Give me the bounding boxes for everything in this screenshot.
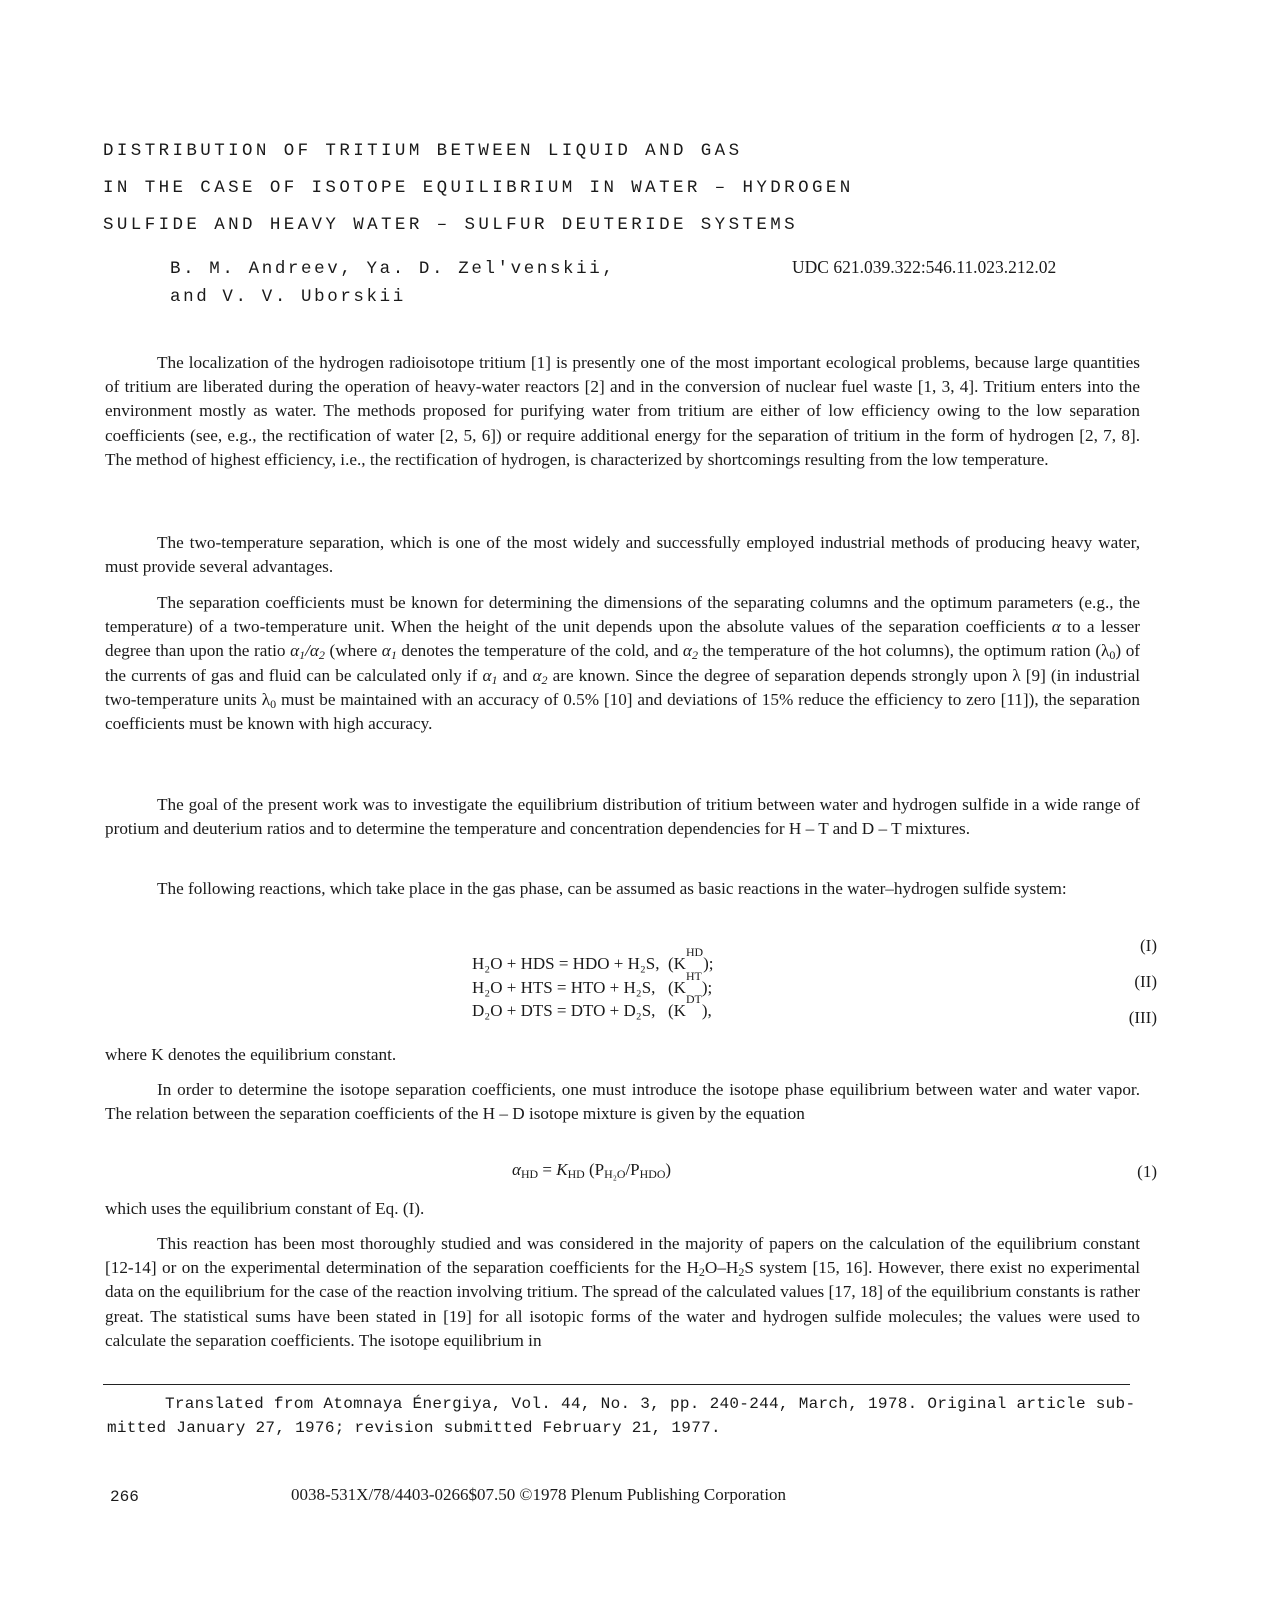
article-title — [103, 133, 1153, 244]
reaction-equations — [472, 945, 772, 1023]
copyright-line: 0038-531X/78/4403-0266$07.50 ©1978 Plenum Publishing Corporation — [291, 1485, 787, 1504]
footnote-line-2: mitted January 27, 1976; revision submitted February 21, 1977. — [107, 1419, 721, 1437]
alpha-symbol: α — [1051, 617, 1061, 637]
paragraph-2: The two-temperature separation, which is one of the most widely and successfully employed industrial methods of producing heavy water, must provide several advantages. — [105, 533, 1140, 577]
title-line-2: IN THE CASE OF ISOTOPE EQUILIBRIUM IN WATER – HYDROGEN — [103, 178, 854, 198]
reaction-II: H₂O + HTS = HTO + H₂S, (K HT ); — [472, 968, 713, 997]
alpha-ratio: $\alpha_1/\alpha_2$ — [290, 641, 325, 663]
lambda-0: $\lambda_0$ — [1101, 641, 1116, 663]
lambda-0-again: $\lambda_0$ — [261, 689, 277, 711]
footnote-divider — [103, 1384, 1130, 1385]
alpha-1-again: $\alpha_1$ — [482, 665, 498, 687]
title-line-1: DISTRIBUTION OF TRITIUM BETWEEN LIQUID AND GAS — [103, 141, 743, 161]
alpha-2: $\alpha_2$ — [682, 641, 698, 663]
h2o-h2s-formula: $H_2O-H_2S$ — [686, 1258, 754, 1280]
alpha-2-again: $\alpha_2$ — [532, 665, 548, 687]
paragraph-8: which uses the equilibrium constant of Eq. (I). — [105, 1199, 425, 1218]
authors-line-1: B. M. Andreev, Ya. D. Zel'venskii, — [170, 259, 616, 279]
page-number: 266 — [110, 1488, 139, 1506]
equation-number-I: (I) — [1140, 936, 1157, 955]
author-list — [170, 255, 615, 311]
reaction-I: H₂O + HDS = HDO + H₂S, (K HD ); — [472, 945, 714, 973]
title-line-3: SULFIDE AND HEAVY WATER – SULFUR DEUTERIDE SYSTEMS — [103, 215, 799, 235]
authors-line-2: and V. V. Uborskii — [170, 287, 406, 307]
equation-number-1: (1) — [1137, 1162, 1157, 1181]
translation-footnote — [107, 1392, 1136, 1440]
paragraph-5: The following reactions, which take place in the gas phase, can be assumed as basic reactions in the water–hydrogen sulfide system: — [157, 879, 1067, 898]
alpha-1: $\alpha_1$ — [381, 641, 397, 663]
paragraph-3: The separation coefficients must be known for determining the dimensions of the separating columns and the optimum parameters (e.g., the temperature) of a two-temperature unit. When the height of the unit depends upon the absolute values of the separation coefficients α to a lesser degree than upon the ratio $\alpha_1/\alpha_2$ (where $\alpha_1$ denotes the temperature of the cold, and $\alpha_2$ the temperature of the hot columns), the optimum ration $(\lambda_0)$ of the currents of gas and fluid can be calculated only if $\alpha_1$ and $\alpha_2$ are known. Since the degree of separation depends strongly upon λ [9] (in industrial two-temperature units $\lambda_0$ must be maintained with an accuracy of 0.5% [10] and deviations of 15% reduce the efficiency to zero [11]), the separation coefficients must be known with high accuracy. — [105, 593, 1141, 734]
paragraph-9: This reaction has been most thoroughly studied and was considered in the majority of papers on the calculation of the equilibrium constant [12-14] or on the experimental determination of the separation coefficients for the $H_2O-H_2S$ system [15, 16]. However, there exist no experimental data on the equilibrium for the case of the reaction involving tritium. The spread of the calculated values [17, 18] of the equilibrium constants is rather great. The statistical sums have been stated in [19] for all isotopic forms of the water and hydrogen sulfide molecules; the values were used to calculate the separation coefficients. The isotope equilibrium in — [105, 1234, 1140, 1350]
paragraph-7: In order to determine the isotope separation coefficients, one must introduce the isotope phase equilibrium between water and water vapor. The relation between the separation coefficients of the H – D isotope mixture is given by the equation — [105, 1080, 1140, 1124]
paragraph-6: where K denotes the equilibrium constant. — [105, 1045, 397, 1064]
paragraph-1: The localization of the hydrogen radioisotope tritium [1] is presently one of the most important ecological problems, because large quantities of tritium are liberated during the operation of heavy-water reactors [2] and in the conversion of nuclear fuel waste [1, 3, 4]. Tritium enters into the environment mostly as water. The methods proposed for purifying water from tritium are either of low efficiency owing to the low separation coefficients (see, e.g., the rectification of water [2, 5, 6]) or require additional energy for the separation of tritium in the form of hydrogen [2, 7, 8]. The method of highest efficiency, i.e., the rectification of hydrogen, is characterized by shortcomings resulting from the low temperature. — [105, 353, 1140, 469]
reaction-III: D₂O + DTS = DTO + D₂S, (K DT ), — [472, 992, 712, 1020]
paragraph-4: The goal of the present work was to investigate the equilibrium distribution of tritium between water and hydrogen sulfide in a wide range of protium and deuterium ratios and to determine the temperature and concentration dependencies for H – T and D – T mixtures. — [105, 795, 1140, 839]
equation-number-III: (III) — [1128, 1008, 1157, 1027]
equation-1: $\alpha_{HD} = K_{HD}$ $(P_{H_2O}/P_{HDO})$ — [512, 1160, 672, 1181]
udc-code: UDC 621.039.322:546.11.023.212.02 — [792, 257, 1057, 277]
footnote-line-1: Translated from Atomnaya Énergiya, Vol. 44, No. 3, pp. 240-244, March, 1978. Original article sub- — [165, 1395, 1136, 1413]
equation-number-II: (II) — [1134, 972, 1157, 991]
